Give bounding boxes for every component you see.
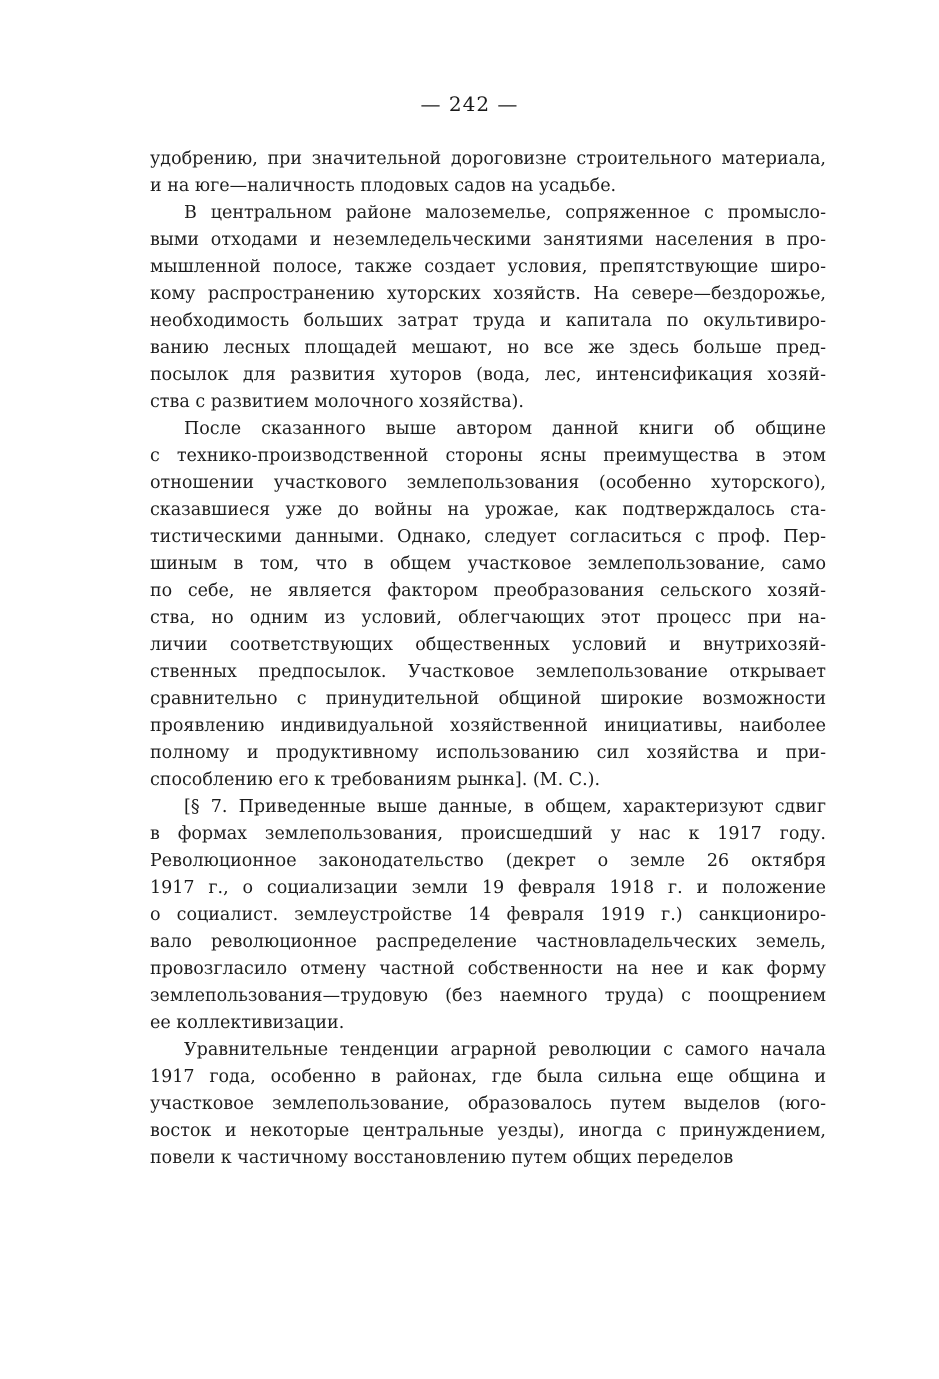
text-line: [§ 7. Приведенные выше данные, в общем, характеризуют сдвиг <box>184 797 826 817</box>
text-line: о социалист. землеустройстве 14 февраля 1919 г.) санкциониро- <box>150 905 826 925</box>
paragraph <box>150 416 826 794</box>
text-line: отношении участкового землепользования (особенно хуторского), <box>150 473 826 493</box>
text-line: личии соответствующих общественных условий и внутрихозяй- <box>150 635 826 655</box>
text-line: кому распространению хуторских хозяйств. На севере—бездорожье, <box>150 284 826 304</box>
text-line: В центральном районе малоземелье, сопряженное с промысло- <box>184 203 826 223</box>
text-line: После сказанного выше автором данной книги об общине <box>184 419 826 439</box>
text-line: мышленной полосе, также создает условия, препятствующие широ- <box>150 257 826 277</box>
paragraph <box>150 200 826 416</box>
text-line: ее коллективизации. <box>150 1013 345 1033</box>
text-line: по себе, не является фактором преобразования сельского хозяй- <box>150 581 826 601</box>
text-line: сказавшиеся уже до войны на урожае, как подтверждалось ста- <box>150 500 826 520</box>
text-line: удобрению, при значительной дороговизне строительного материала, <box>150 149 826 169</box>
text-line: и на юге—наличность плодовых садов на усадьбе. <box>150 176 617 196</box>
paragraph <box>150 146 826 200</box>
text-line: полному и продуктивному использованию сил хозяйства и при- <box>150 743 826 763</box>
text-line: повели к частичному восстановлению путем общих переделов <box>150 1148 734 1168</box>
text-line: тистическими данными. Однако, следует согласиться с проф. Пер- <box>150 527 826 547</box>
text-line: ства, но одним из условий, облегчающих этот процесс при на- <box>150 608 826 628</box>
text-line: способлению его к требованиям рынка]. (М. С.). <box>150 770 601 790</box>
text-line: в формах землепользования, происшедший у нас к 1917 году. <box>150 824 826 844</box>
text-line: посылок для развития хуторов (вода, лес, интенсификация хозяй- <box>150 365 826 385</box>
text-line: восток и некоторые центральные уезды), иногда с принуждением, <box>150 1121 826 1141</box>
text-line: шиным в том, что в общем участковое землепользование, само <box>150 554 826 574</box>
text-line: необходимость больших затрат труда и капитала по окультивиро- <box>150 311 826 331</box>
text-line: с технико-производственной стороны ясны преимущества в этом <box>150 446 826 466</box>
text-line: выми отходами и неземледельческими занятиями населения в про- <box>150 230 826 250</box>
paragraph <box>150 794 826 1037</box>
text-line: ванию лесных площадей мешают, но все же здесь больше пред- <box>150 338 826 358</box>
text-line: провозгласило отмену частной собственности на нее и как форму <box>150 959 826 979</box>
body-text <box>150 146 826 1172</box>
text-line: ства с развитием молочного хозяйства). <box>150 392 524 412</box>
text-line: 1917 года, особенно в районах, где была сильна еще община и <box>150 1067 826 1087</box>
text-line: Революционное законодательство (декрет о земле 26 октября <box>150 851 826 871</box>
text-line: землепользования—трудовую (без наемного труда) с поощрением <box>150 986 826 1006</box>
page-number: — 242 — <box>420 92 519 116</box>
paragraph <box>150 1037 826 1172</box>
text-line: участковое землепользование, образовалось путем выделов (юго- <box>150 1094 826 1114</box>
text-line: вало революционное распределение частновладельческих земель, <box>150 932 826 952</box>
text-line: проявлению индивидуальной хозяйственной инициативы, наиболее <box>150 716 826 736</box>
text-line: 1917 г., о социализации земли 19 февраля 1918 г. и положение <box>150 878 826 898</box>
text-line: ственных предпосылок. Участковое землепользование открывает <box>150 662 826 682</box>
text-line: Уравнительные тенденции аграрной революции с самого начала <box>184 1040 826 1060</box>
text-line: сравнительно с принудительной общиной широкие возможности <box>150 689 826 709</box>
